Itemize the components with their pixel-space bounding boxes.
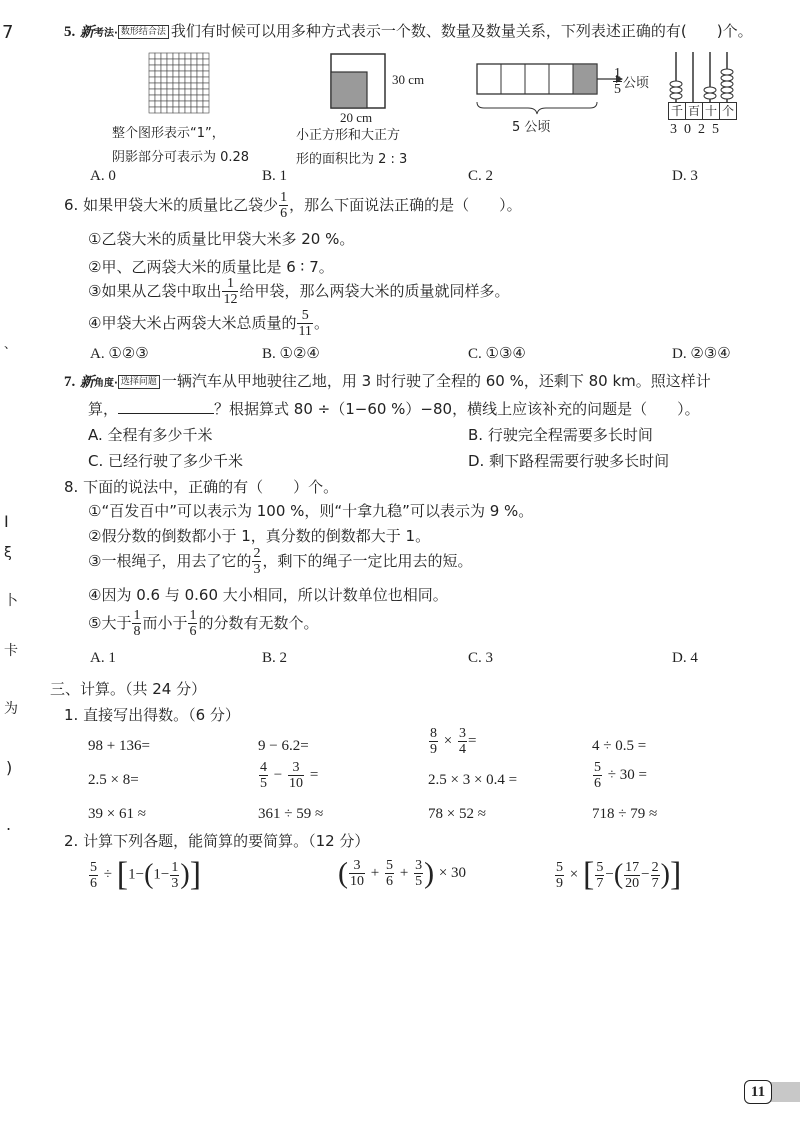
grid-cell	[197, 53, 203, 59]
grid-cell	[161, 89, 167, 95]
margin-mark: 卜	[4, 593, 18, 609]
stem-text: ，那么下面说法正确的是（ ）。	[289, 196, 522, 214]
option-d[interactable]: D. 3	[672, 168, 698, 184]
grid-cell	[149, 83, 155, 89]
page-number: 11	[744, 1080, 772, 1104]
grid-cell	[167, 107, 173, 113]
numerator: 1	[133, 608, 141, 623]
calc-item: 4 ÷ 0.5 =	[592, 738, 647, 754]
grid-cell	[167, 83, 173, 89]
grid-cell	[179, 53, 185, 59]
denominator: 7	[651, 875, 659, 891]
calc-item: 39 × 61 ≈	[88, 806, 146, 822]
stem-text: 我们有时候可以用多种方式表示一个数、数量及数量关系，下列表述正确的有( )个。	[170, 22, 753, 40]
grid-cell	[167, 71, 173, 77]
calc-item: 2.5 × 3 × 0.4 =	[428, 772, 518, 788]
denominator: 6	[594, 776, 601, 791]
bottom-label: 20 cm	[340, 110, 373, 125]
question-6-stem	[64, 190, 522, 221]
operator: +	[399, 865, 409, 881]
grid-cell	[161, 77, 167, 83]
statement-text: ④甲袋大米占两袋大米总质量的	[88, 314, 297, 332]
calc-item: 361 ÷ 59 ≈	[258, 806, 324, 822]
grid-cell	[149, 53, 155, 59]
digit: 0	[684, 122, 698, 137]
operator: ÷	[103, 866, 113, 883]
denominator: 3	[253, 562, 261, 577]
denominator: 8	[133, 624, 141, 639]
margin-mark: .	[6, 815, 12, 834]
numerator: 1	[171, 859, 179, 875]
new-tag-icon: 新	[80, 374, 95, 391]
denominator: 6	[90, 875, 97, 891]
grid-cell	[185, 101, 191, 107]
numerator: 3	[288, 760, 304, 776]
grid-cell	[191, 95, 197, 101]
denominator: 20	[625, 875, 640, 891]
grid-cell	[149, 107, 155, 113]
expression-3: $\frac{5}{9}$ × [ $\frac{5}{7}$ −( $\frac{17}{20}$ − $\frac{2}{7}$ )]	[556, 856, 682, 893]
option-a[interactable]: A. 全程有多少千米	[88, 426, 213, 444]
option-b[interactable]: B. 2	[262, 650, 288, 666]
figure-caption: 形的面积比为 2 : 3	[296, 152, 408, 167]
grid-cell	[203, 65, 209, 71]
grid-cell	[161, 83, 167, 89]
denominator: 9	[430, 742, 437, 757]
grid-cell	[155, 77, 161, 83]
grid-cell	[149, 77, 155, 83]
denominator: 6	[280, 206, 288, 221]
grid-cell	[197, 77, 203, 83]
grid-cell	[179, 101, 185, 107]
statement-text: ③一根绳子，用去了它的	[88, 552, 252, 570]
place-label: 千	[668, 102, 686, 120]
grid-cell	[149, 65, 155, 71]
denominator: 6	[189, 624, 197, 639]
statement: ②甲、乙两袋大米的质量比是 6 ∶ 7。	[88, 258, 334, 276]
statement-text: 给甲袋，那么两袋大米的质量就同样多。	[239, 282, 510, 300]
grid-cell	[179, 95, 185, 101]
grid-cell	[185, 89, 191, 95]
question-7-stem	[64, 370, 711, 392]
option-b[interactable]: B. 1	[262, 168, 288, 184]
statement	[88, 546, 472, 577]
grid-cell	[161, 59, 167, 65]
grid-cell	[197, 71, 203, 77]
operator: −	[605, 866, 614, 883]
figure-caption: 阴影部分可表示为 0.28	[112, 150, 250, 165]
grid-cell	[185, 83, 191, 89]
grid-cell	[197, 83, 203, 89]
grid-cell	[191, 65, 197, 71]
grid-cell	[167, 101, 173, 107]
grid-cell	[155, 89, 161, 95]
numerator: 1	[280, 190, 288, 205]
grid-cell	[155, 107, 161, 113]
grid-cell	[191, 101, 197, 107]
grid-cell	[197, 95, 203, 101]
grid-cell	[185, 77, 191, 83]
calc-text: ÷ 30 =	[607, 767, 647, 783]
grid-cell	[185, 65, 191, 71]
grid-cell	[197, 65, 203, 71]
grid-cell	[167, 65, 173, 71]
bar-fraction	[612, 66, 649, 97]
statement-text: 的分数有无数个。	[198, 614, 319, 632]
grid-cell	[197, 101, 203, 107]
grid-cell	[155, 53, 161, 59]
calc-item: 2.5 × 8=	[88, 772, 139, 788]
calc-text: 1−	[128, 866, 145, 883]
statement: ①“百发百中”可以表示为 100 %，则“十拿九稳”可以表示为 9 %。	[88, 502, 534, 520]
figure-caption: 小正方形和大正方	[296, 128, 401, 143]
question-8-stem: 8. 下面的说法中，正确的有（ ）个。	[64, 478, 339, 496]
statement-text: ③如果从乙袋中取出	[88, 282, 222, 300]
question-5-stem	[64, 20, 753, 42]
option-d[interactable]: D. 剩下路程需要行驶多长时间	[468, 452, 670, 470]
grid-cell	[185, 59, 191, 65]
grid-cell	[179, 59, 185, 65]
digit: 5	[712, 122, 726, 137]
denominator: 9	[556, 875, 563, 891]
place-label: 十	[703, 102, 720, 120]
numerator: 17	[625, 859, 640, 875]
figure-caption: 整个图形表示“1”，	[112, 126, 225, 141]
bar-total-label: 5 公顷	[512, 120, 551, 135]
stem-text: 算，	[88, 400, 119, 418]
statement-text: 而小于	[142, 614, 188, 632]
option-d[interactable]: D. ②③④	[672, 346, 731, 362]
margin-mark: 、	[4, 337, 17, 351]
calc-item: 98 + 136=	[88, 738, 150, 754]
question-number: 7.	[64, 374, 76, 390]
grid-cell	[191, 77, 197, 83]
operator: ×	[443, 733, 453, 749]
grid-cell	[191, 71, 197, 77]
grid-cell	[203, 59, 209, 65]
grid-cell	[167, 77, 173, 83]
question-number: 5.	[64, 24, 76, 40]
grid-cell	[155, 71, 161, 77]
option-a[interactable]: A. ①②③	[90, 346, 149, 362]
numerator: 2	[253, 546, 261, 561]
grid-cell	[179, 65, 185, 71]
grid-cell	[149, 95, 155, 101]
grid-cell	[155, 65, 161, 71]
statement: ②假分数的倒数都小于 1，真分数的倒数都大于 1。	[88, 527, 431, 545]
grid-cell	[173, 95, 179, 101]
place-label: 百	[686, 102, 703, 120]
numerator: 8	[430, 726, 437, 741]
statement	[88, 308, 329, 339]
expression-2: ( $\frac{3}{10}$ + $\frac{5}{6}$ + $\frac{3}{5}$ ) × 30	[338, 856, 467, 890]
grid-cell	[179, 71, 185, 77]
denominator: 10	[350, 874, 364, 889]
grid-cell	[173, 71, 179, 77]
operator: ×	[569, 866, 579, 883]
option-b[interactable]: B. 行驶完全程需要多长时间	[468, 426, 653, 444]
numerator: 5	[556, 859, 563, 875]
numerator: 1	[189, 608, 197, 623]
subquestion-2-title: 2. 计算下列各题，能简算的要简算。（12 分）	[64, 832, 370, 850]
grid-figure	[148, 52, 210, 114]
numerator: 5	[594, 760, 601, 775]
denominator: 7	[596, 875, 604, 891]
grid-cell	[173, 89, 179, 95]
grid-cell	[173, 65, 179, 71]
margin-mark: ξ	[4, 545, 12, 561]
grid-cell	[203, 71, 209, 77]
grid-cell	[191, 59, 197, 65]
denominator: 4	[459, 742, 467, 757]
statement: ④因为 0.6 与 0.60 大小相同，所以计数单位也相同。	[88, 586, 448, 604]
calc-text: × 30	[438, 865, 467, 881]
statement-text: 。	[313, 314, 329, 332]
denominator: 10	[289, 776, 304, 791]
grid-cell	[203, 77, 209, 83]
calc-item: 78 × 52 ≈	[428, 806, 486, 822]
grid-cell	[149, 59, 155, 65]
tag-label: 考法·	[94, 28, 118, 39]
option-c[interactable]: C. ①③④	[468, 346, 526, 362]
numerator: 3	[415, 858, 423, 873]
denominator: 6	[386, 874, 394, 889]
digit: 3	[670, 122, 684, 137]
grid-cell	[161, 71, 167, 77]
option-a[interactable]: A. 1	[90, 650, 116, 666]
bar-figure	[476, 62, 626, 122]
grid-cell	[203, 95, 209, 101]
grid-cell	[155, 95, 161, 101]
grid-cell	[149, 71, 155, 77]
statement-text: ⑤大于	[88, 614, 132, 632]
grid-cell	[161, 53, 167, 59]
abacus-figure	[668, 52, 736, 102]
statement	[88, 608, 318, 639]
grid-cell	[185, 95, 191, 101]
option-c[interactable]: C. 已经行驶了多少千米	[88, 452, 244, 470]
grid-cell	[203, 107, 209, 113]
grid-cell	[161, 101, 167, 107]
calc-item	[592, 760, 647, 791]
grid-cell	[185, 53, 191, 59]
stem-text: ？根据算式 80 ÷（1−60 %）−80，横线上应该补充的问题是（ ）。	[214, 400, 700, 418]
grid-cell	[173, 77, 179, 83]
denominator: 3	[171, 875, 179, 891]
grid-cell	[179, 83, 185, 89]
grid-cell	[161, 95, 167, 101]
grid-cell	[191, 53, 197, 59]
operator: −	[641, 866, 650, 883]
calc-item	[428, 726, 477, 757]
grid-cell	[155, 101, 161, 107]
side-label: 30 cm	[392, 72, 425, 87]
tag-label: 角度·	[94, 378, 118, 389]
new-tag-icon: 新	[80, 24, 95, 41]
grid-cell	[161, 107, 167, 113]
option-d[interactable]: D. 4	[672, 650, 698, 666]
place-label: 个	[720, 102, 737, 120]
numerator: 2	[651, 859, 659, 875]
grid-cell	[161, 65, 167, 71]
grid-cell	[167, 53, 173, 59]
option-c[interactable]: C. 3	[468, 650, 494, 666]
statement: ①乙袋大米的质量比甲袋大米多 20 %。	[88, 230, 355, 248]
margin-mark: I	[4, 512, 9, 531]
grid-cell	[155, 83, 161, 89]
numerator: 1	[614, 66, 621, 81]
stem-text: 6. 如果甲袋大米的质量比乙袋少	[64, 196, 279, 214]
grid-cell	[173, 83, 179, 89]
operator: −	[273, 767, 283, 783]
grid-cell	[173, 107, 179, 113]
grid-cell	[191, 83, 197, 89]
square-figure	[330, 53, 386, 109]
grid-cell	[185, 107, 191, 113]
stem-text: 一辆汽车从甲地驶往乙地，用 3 时行驶了全程的 60 %，还剩下 80 km。照这样计	[161, 372, 711, 390]
grid-cell	[179, 89, 185, 95]
section-title: 三、计算。（共 24 分）	[50, 680, 207, 698]
margin-mark: 卡	[4, 643, 18, 659]
option-c[interactable]: C. 2	[468, 168, 494, 184]
margin-mark: 为	[4, 701, 18, 717]
grid-cell	[203, 89, 209, 95]
calc-text: 1−	[153, 866, 170, 883]
grid-cell	[167, 89, 173, 95]
unit-label: 公顷	[623, 76, 650, 91]
denominator: 12	[223, 292, 238, 307]
subquestion-1-title: 1. 直接写出得数。（6 分）	[64, 706, 240, 724]
margin-mark: )	[6, 758, 13, 777]
grid-cell	[173, 101, 179, 107]
grid-cell	[179, 77, 185, 83]
denominator: 5	[415, 874, 423, 889]
grid-cell	[197, 59, 203, 65]
method-tag: 数形结合法	[118, 25, 169, 39]
calc-item: 9 − 6.2=	[258, 738, 309, 754]
grid-cell	[191, 107, 197, 113]
grid-cell	[173, 59, 179, 65]
answer-blank[interactable]	[118, 399, 214, 414]
numerator: 3	[459, 726, 467, 741]
statement	[88, 276, 509, 307]
numerator: 1	[222, 276, 238, 292]
grid-cell	[173, 53, 179, 59]
grid-cell	[203, 83, 209, 89]
operator: +	[370, 865, 380, 881]
option-b[interactable]: B. ①②④	[262, 346, 320, 362]
denominator: 5	[614, 82, 621, 97]
numerator: 5	[297, 308, 312, 324]
digit: 2	[698, 122, 712, 137]
expression-1: $\frac{5}{6}$ ÷ [1−(1− $\frac{1}{3}$ )]	[90, 856, 202, 893]
denominator: 11	[298, 324, 312, 339]
statement-text: ，剩下的绳子一定比用去的短。	[262, 552, 473, 570]
grid-cell	[203, 101, 209, 107]
numerator: 5	[596, 859, 604, 875]
grid-cell	[149, 89, 155, 95]
denominator: 5	[260, 776, 267, 791]
margin-mark: 7	[2, 22, 14, 43]
grid-cell	[149, 101, 155, 107]
grid-cell	[179, 107, 185, 113]
grid-cell	[203, 53, 209, 59]
grid-cell	[191, 89, 197, 95]
equals-sign: =	[309, 767, 319, 783]
option-a[interactable]: A. 0	[90, 168, 116, 184]
numerator: 3	[349, 858, 365, 874]
abacus-labels	[668, 102, 737, 120]
calc-item: 718 ÷ 79 ≈	[592, 806, 658, 822]
grid-cell	[197, 107, 203, 113]
equals-sign: =	[468, 733, 477, 749]
numerator: 5	[386, 858, 394, 873]
calc-item	[258, 760, 318, 791]
grid-cell	[167, 59, 173, 65]
grid-cell	[155, 59, 161, 65]
abacus-digits	[670, 122, 726, 138]
method-tag: 选择问题	[118, 375, 160, 389]
numerator: 5	[90, 859, 97, 875]
grid-cell	[185, 71, 191, 77]
grid-cell	[167, 95, 173, 101]
grid-cell	[197, 89, 203, 95]
question-7-stem-line2	[88, 398, 700, 419]
numerator: 4	[260, 760, 267, 775]
